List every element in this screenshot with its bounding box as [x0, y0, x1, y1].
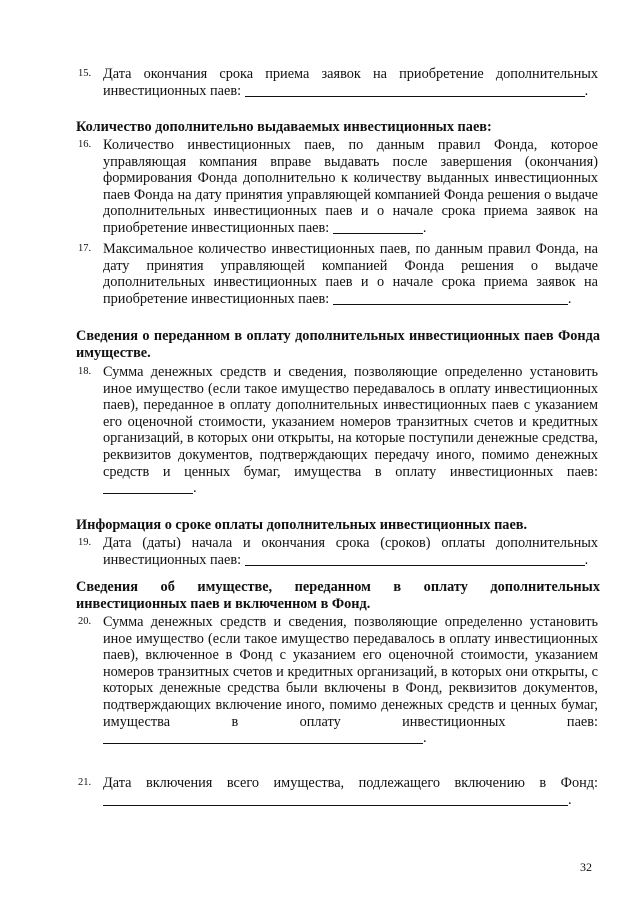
- item-text: Дата окончания срока приема заявок на приобретение дополнительных инвестиционных паев:: [103, 66, 598, 99]
- item-number: 19.: [78, 537, 92, 548]
- section-heading-quantity: Количество дополнительно выдаваемых инвестиционных паев:: [76, 119, 492, 135]
- item-20: 20. Сумма денежных средств и сведения, позволяющие определенно установить иное имущество (если такое имущество передавалось в оплату инвестиционных паев), включенное в Фонд с указанием его оценочной стоимости, указанием номеров транзитных счетов и кредитных организаций, в которых они открыты, с которых денежные средства были включены в Фонд, реквизитов документов, подтверждающих включение иного, помимо денежных средств и ценных бумаг, имущества в оплату инвестиционных паев: .: [78, 614, 598, 747]
- item-18: 18. Сумма денежных средств и сведения, позволяющие определенно установить иное имущество (если такое имущество передавалось в оплату инвестиционных паев), переданное в оплату дополнительных инвестиционных паев с указанием его оценочной стоимости, указанием номеров транзитных счетов и кредитных организаций, в которых они открыты, на которые поступили денежные средства, реквизитов документов, подтверждающих передачу иного, помимо денежных средств и ценных бумаг, имущества в оплату инвестиционных паев: .: [78, 364, 598, 497]
- section-heading-transferred: Сведения о переданном в оплату дополнительных инвестиционных паев Фонда имуществе.: [76, 328, 600, 361]
- item-19: 19. Дата (даты) начала и окончания срока (сроков) оплаты дополнительных инвестиционных паев: .: [78, 535, 598, 568]
- item-text: Максимальное количество инвестиционных паев, по данным правил Фонда, на дату принятия управляющей компанией Фонда решения о выдаче дополнительных инвестиционных паев и о начале срока приема заявок на приобретение инвестиционных паев:: [103, 241, 598, 307]
- fill-in-blank[interactable]: [245, 83, 585, 97]
- fill-in-blank[interactable]: [245, 552, 585, 566]
- item-text: Сумма денежных средств и сведения, позволяющие определенно установить иное имущество (если такое имущество передавалось в оплату инвестиционных паев), переданное в оплату дополнительных инвестиционных паев с указанием его оценочной стоимости, указанием номеров транзитных счетов и кредитных организаций, в которых они открыты, на которые поступили денежные средства, реквизитов документов, подтверждающих передачу иного, помимо денежных средств и ценных бумаг, имущества в оплату инвестиционных паев:: [103, 364, 598, 480]
- section-heading-property: Сведения об имуществе, переданном в оплату дополнительных инвестиционных паев и включенном в Фонд.: [76, 579, 600, 612]
- item-text: Дата (даты) начала и окончания срока (сроков) оплаты дополнительных инвестиционных паев:: [103, 535, 598, 568]
- item-number: 18.: [78, 366, 92, 377]
- item-number: 17.: [78, 243, 92, 254]
- fill-in-blank[interactable]: [103, 480, 193, 494]
- item-21: 21. Дата включения всего имущества, подлежащего включению в Фонд: .: [78, 775, 598, 808]
- item-number: 15.: [78, 68, 92, 79]
- page-number: 32: [580, 860, 592, 874]
- item-number: 16.: [78, 139, 92, 150]
- item-text: Сумма денежных средств и сведения, позволяющие определенно установить иное имущество (если такое имущество передавалось в оплату инвестиционных паев), включенное в Фонд с указанием его оценочной стоимости, указанием номеров транзитных счетов и кредитных организаций, в которых они открыты, с которых денежные средства были включены в Фонд, реквизитов документов, подтверждающих включение иного, помимо денежных средств и ценных бумаг, имущества в оплату инвестиционных паев:: [103, 614, 598, 730]
- item-15: 15. Дата окончания срока приема заявок на приобретение дополнительных инвестиционных паев: .: [78, 66, 598, 99]
- item-number: 21.: [78, 777, 92, 788]
- section-heading-payment: Информация о сроке оплаты дополнительных инвестиционных паев.: [76, 517, 528, 533]
- fill-in-blank[interactable]: [103, 792, 568, 806]
- item-16: 16. Количество инвестиционных паев, по данным правил Фонда, которое управляющая компания вправе выдавать после завершения (окончания) формирования Фонда дополнительно к количеству выданных инвестиционных паев Фонда на дату принятия управляющей компанией Фонда решения о выдаче дополнительных инвестиционных паев и о начале срока приема заявок на приобретение инвестиционных паев: .: [78, 137, 598, 236]
- item-text: Количество инвестиционных паев, по данным правил Фонда, которое управляющая компания вправе выдавать после завершения (окончания) формирования Фонда дополнительно к количеству выданных инвестиционных паев Фонда на дату принятия управляющей компанией Фонда решения о выдаче дополнительных инвестиционных паев и о начале срока приема заявок на приобретение инвестиционных паев:: [103, 137, 598, 236]
- item-text: Дата включения всего имущества, подлежащего включению в Фонд:: [103, 775, 598, 791]
- fill-in-blank[interactable]: [333, 291, 568, 305]
- fill-in-blank[interactable]: [333, 220, 423, 234]
- item-number: 20.: [78, 616, 92, 627]
- item-17: 17. Максимальное количество инвестиционных паев, по данным правил Фонда, на дату принятия управляющей компанией Фонда решения о выдаче дополнительных инвестиционных паев и о начале срока приема заявок на приобретение инвестиционных паев: .: [78, 241, 598, 307]
- fill-in-blank[interactable]: [103, 730, 423, 744]
